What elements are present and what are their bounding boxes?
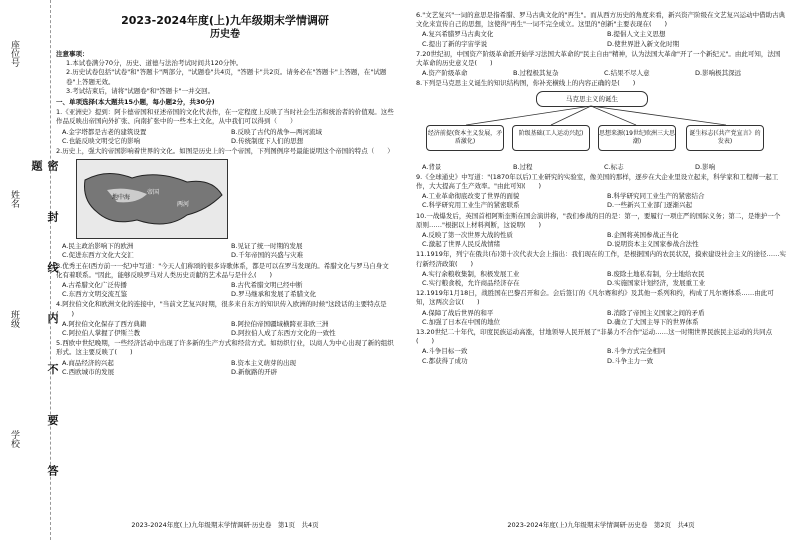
question-12-options [416, 309, 786, 327]
question-10: 10.一战爆发后，英国首相阿斯奎斯在国会演讲称，"我们参战的目的是：第一，要履行一项庄严的国际义务；第二，是维护一个原则……"根据以上材料判断，这说明( ) [416, 211, 781, 229]
question-1-options [56, 128, 394, 146]
name-label: 姓名 [9, 190, 19, 208]
option: D.影响极其深远 [695, 69, 742, 78]
notice-3: 3.考试结束后，请将"试题卷"和"答题卡"一并交回。 [66, 86, 215, 95]
option: B.废除土地私有制，分土地给农民 [607, 269, 705, 278]
class-label: 班级 [9, 310, 19, 328]
option: C.结果不尽人意 [604, 69, 650, 78]
option: C.标志 [604, 162, 624, 171]
option: D.阿拉伯人成了东西方文化的一致性 [231, 329, 336, 338]
option: C.促进东西方文化大交汇 [62, 251, 134, 260]
question-11-options [416, 270, 786, 288]
option: A.民主政治影响下的欧洲 [62, 242, 134, 251]
option: B.过程极其复杂 [513, 69, 559, 78]
exam-title: 2023-2024年度(上)九年级期末学情调研 [121, 14, 329, 27]
seat-number-label: 座位号 [9, 40, 19, 67]
option: D.影响 [695, 162, 716, 171]
question-5: 5.西欧中世纪晚期，一些经济活动中出现了许多新的生产方式和经营方式。如纺织行业，以商人为中心出现了新的组织形式。这主要反映了( ) [56, 339, 394, 357]
question-13: 13.20世纪二十年代，印度民族运动高涨，甘地领导人民开展了"非暴力不合作"运动……这一时期世界民族民主运动的共同点( ) [416, 328, 773, 346]
option: C.提出了新的宇宙学说 [422, 39, 488, 48]
option: A.工业革命彻底改变了世界的面貌 [422, 192, 520, 201]
question-7-options [416, 69, 786, 78]
option: C.实行粮食税，允许商品经济存在 [422, 279, 520, 288]
page-2 [416, 10, 786, 530]
question-10-options [416, 231, 786, 249]
option: A.斗争目标一致 [422, 347, 468, 356]
question-7: 7.20世纪初，中国资产阶级革命派开始学习法国大革命的"民主自由"精神，认为法国大革命"开了一个新纪元"。由此可知，法国大革命的历史意义是( ) [416, 49, 781, 68]
question-4-options [56, 320, 394, 338]
option: A.保障了战后世界的和平 [422, 308, 494, 317]
option: B.科学研究同工业生产的紧密结合 [607, 192, 705, 201]
diagram-node: 诞生标志(《共产党宣言》的发表) [686, 125, 764, 151]
option: B.消除了帝国主义国家之间的矛盾 [607, 308, 705, 317]
option: D.说明资本主义国家参战合法性 [607, 240, 699, 249]
option: A.实行余粮收集制，积极发展工业 [422, 269, 520, 278]
option: C.西欧城市的发展 [62, 367, 115, 376]
option: A.资产阶级革命 [422, 69, 468, 78]
question-11: 11.1919年，列宁在俄共(布)第十次代表大会上指出：我们现在的工作，是根据国内的农民状况，摸索建设社会主义的途径……实行新经济政策( ) [416, 250, 786, 268]
diagram-node: 思想来源(19世纪欧洲三大思潮) [598, 125, 676, 151]
question-3: 3.优秀王在(西方前一一纪)中写道："今天人们称颂的很多诗歌体系，都是可以在罗马发现的。希腊文化与罗马自身文化有着联系。"因此，能够反映罗马对人类历史贡献的艺术品与是什么( ) [56, 261, 389, 279]
option: A.古希腊文化广泛传播 [62, 281, 127, 290]
question-6: 6."文艺复兴"一词的意思是指希腊、罗马古典文化的"再生"。而从西方历史的角度来看，新兴资产阶级在文艺复兴运动中借助古典文化来宣传自己的思想，这使得"再生"一词不完全成立。这里的"创新"主要表现在( ) [416, 11, 786, 29]
option: C.东西方文明交流互鉴 [62, 290, 128, 299]
question-9: 9.《全球通史》中写道："(1870年以后)工业研究的实验室，像美国的那样，逐步在大企业里设立起来，科学家和工程师一起工作，大大提高了生产效率。"由此可知( ) [416, 172, 779, 191]
option: B.过程 [513, 162, 533, 171]
page-1 [56, 10, 394, 530]
option: B.资本主义萌芽的出现 [231, 358, 297, 367]
section-heading: 一、单项选择(本大题共15小题，每小题2分，共30分) [56, 98, 215, 107]
option: C.激起了世界人民反战情绪 [422, 240, 501, 249]
option: A.复兴希腊罗马古典文化 [422, 30, 494, 39]
map-label: 帝国 [147, 189, 160, 197]
option: A.金字塔都是古老的建筑设置 [62, 127, 147, 136]
option: D.新航路的开辟 [231, 367, 278, 376]
knowledge-diagram [416, 91, 786, 161]
option: C.科学研究用工业生产的紧密联系 [422, 201, 520, 210]
historical-map [76, 159, 228, 239]
option: B.阿拉伯帝国疆域横跨亚非欧三洲 [231, 319, 329, 328]
question-9-options [416, 192, 786, 210]
option: A.背景 [422, 162, 442, 171]
notice-1: 1.本试卷满分70分，历史、道德与法治考试时间共120分钟。 [66, 59, 243, 68]
question-1: 1.《亚洲史》提到：阿卡德帝国和亚述帝国的文化代表作，在一定程度上反映了当时社会生活和统治者的价值观。这些作品反映出帝国向外扩张、向南扩张中的一些本土文化，从中我们可以得到（ ） [56, 108, 394, 126]
option: C.阿拉伯人掌握了伊斯兰教 [62, 329, 141, 338]
option: A.商品经济的兴起 [62, 358, 114, 367]
option: C.加强了日本在中国的地位 [422, 317, 501, 326]
school-label: 学校 [9, 430, 19, 448]
option: B.古代希腊文明已经中断 [231, 281, 303, 290]
question-13-options [416, 347, 786, 365]
option: B.提倡人文主义思想 [607, 30, 666, 39]
question-4: 4.阿拉伯文化和欧洲文化的连接中，"当前文艺复兴时期，很多来自东方的知识传入欧洲的时候"这段话的主要特点是( ) [56, 300, 387, 318]
option: B.反映了古代的战争—两河流域 [231, 127, 323, 136]
option: D.斗争主力一致 [607, 356, 654, 365]
exam-subtitle: 历史卷 [210, 29, 240, 40]
question-2-options [56, 242, 394, 260]
option: A.阿拉伯文化保存了西方典籍 [62, 319, 147, 328]
binding-margin [0, 0, 59, 540]
question-3-options [56, 281, 394, 299]
option: D.千年帝国的兴盛与灾难 [231, 251, 304, 260]
question-6-options [416, 30, 786, 48]
question-2: 2.历史上，强大的帝国影响着世界的文化。如图是历史上的一个帝国，下列图例序号最能说明这个帝国的特点（ ） [56, 147, 394, 156]
option: B.斗争方式完全相同 [607, 347, 666, 356]
question-8: 8.下列是马克思主义诞生的知识结构图，你补充横线上的内容正确的是( ) [416, 79, 636, 88]
diagram-node: 经济前提(资本主义发展，矛盾激化) [426, 125, 504, 151]
option: C.都获得了成功 [422, 356, 468, 365]
option: C.也能反映文明受它的影响 [62, 136, 141, 145]
map-label: 地中海 [112, 194, 131, 202]
question-5-options [56, 359, 394, 377]
option: B.见证了统一时期的发展 [231, 242, 303, 251]
option: D.使世界进入新文化时期 [607, 39, 680, 48]
option: A.反映了第一次世界大战的性质 [422, 231, 513, 240]
diagram-root: 马克思主义的诞生 [536, 91, 648, 107]
map-label: 两河 [177, 201, 190, 209]
diagram-node: 阶级基础(工人运动兴起) [512, 125, 590, 151]
option: D.确立了大国主导下的世界体系 [607, 317, 699, 326]
question-12: 12.1919年1月18日，战胜国在巴黎召开和会。会后签订的《凡尔赛和约》及其他一系列和约，构成了凡尔赛体系……由此可知，这两次会议( ) [416, 289, 774, 307]
question-8-options [416, 163, 786, 172]
option: D.实施国家计划经济，发展重工业 [607, 279, 706, 288]
page-footer: 2023-2024年度(上)九年级期末学情调研·历史卷 第1页 共4页 [131, 520, 319, 529]
map-graphic [77, 160, 227, 238]
option: B.企图将英国参战正当化 [607, 231, 679, 240]
seal-line-text: 密 封 线 内 不 要 答 题 [30, 160, 59, 494]
option: D.罗马继承和发展了希腊文化 [231, 290, 317, 299]
option: D.传统制度下人们的思想 [231, 136, 304, 145]
page-footer: 2023-2024年度(上)九年级期末学情调研·历史卷 第2页 共4页 [507, 520, 695, 529]
notice-heading: 注意事项： [56, 50, 89, 58]
notice-2: 2.历史试卷包括"试卷"和"答题卡"两部分，"试题卷"共4页，"答题卡"共2页。请务必在"答题卡"上答题，在"试题卷"上答题无效。 [66, 68, 387, 86]
option: D.一些新兴工业部门逐渐兴起 [607, 201, 693, 210]
